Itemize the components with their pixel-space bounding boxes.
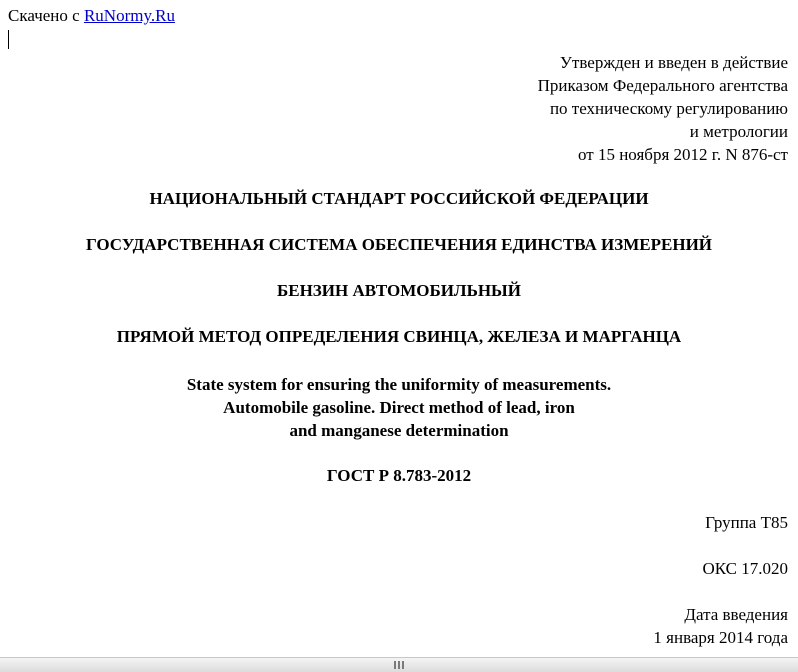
english-title — [0, 373, 798, 442]
national-standard-heading: НАЦИОНАЛЬНЫЙ СТАНДАРТ РОССИЙСКОЙ ФЕДЕРАЦИИ — [149, 189, 649, 208]
introduction-date-block — [653, 603, 788, 649]
approval-line-4: и метрологии — [689, 122, 788, 141]
source-line — [8, 5, 175, 27]
introduction-label: Дата введения — [684, 605, 788, 624]
introduction-date: 1 января 2014 года — [653, 628, 788, 647]
approval-line-3: по техническому регулированию — [549, 99, 788, 118]
english-title-line-1: State system for ensuring the uniformity of measurements. — [186, 375, 612, 394]
group-code: Группа Т85 — [705, 513, 788, 532]
approval-line-5: от 15 ноября 2012 г. N 876-ст — [578, 145, 788, 164]
product-heading: БЕНЗИН АВТОМОБИЛЬНЫЙ — [277, 281, 521, 300]
system-heading: ГОСУДАРСТВЕННАЯ СИСТЕМА ОБЕСПЕЧЕНИЯ ЕДИНСТВА ИЗМЕРЕНИЙ — [85, 235, 713, 254]
scrollbar-grip-icon[interactable] — [394, 661, 404, 669]
text-cursor — [8, 30, 9, 49]
english-title-line-2: Automobile gasoline. Direct method of lead, iron — [223, 398, 575, 417]
horizontal-scrollbar[interactable] — [0, 657, 798, 672]
oks-code: ОКС 17.020 — [702, 559, 788, 578]
english-title-line-3: and manganese determination — [289, 421, 509, 440]
method-heading: ПРЯМОЙ МЕТОД ОПРЕДЕЛЕНИЯ СВИНЦА, ЖЕЛЕЗА И МАРГАНЦА — [116, 327, 682, 346]
approval-line-2: Приказом Федерального агентства — [537, 76, 788, 95]
approval-block — [538, 51, 788, 166]
source-prefix: Скачено с — [8, 6, 84, 25]
approval-line-1: Утвержден и введен в действие — [559, 53, 788, 72]
source-link[interactable]: RuNormy.Ru — [83, 6, 175, 25]
standard-number: ГОСТ Р 8.783-2012 — [326, 466, 472, 485]
